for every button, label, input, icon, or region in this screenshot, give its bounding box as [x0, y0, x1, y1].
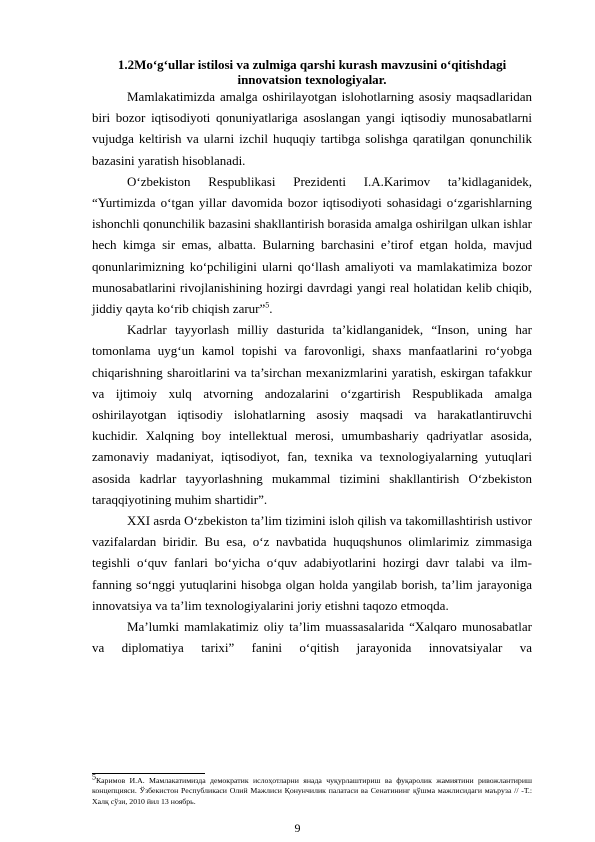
body-text [92, 86, 532, 658]
footnote [92, 772, 532, 807]
paragraph-3: Kadrlar tayyorlash milliy dasturida ta’kidlanganidek, “Inson, uning har tomonlama uyg‘un kamol topishi va farovonligi, shaxs manfaatlarini ro‘yobga chiqarishning sharoitlarini va ta’sirchan mexanizmlarini yaratish, eskirgan tafakkur va ijtimoiy xulq atvorning andozalarini o‘zgartirish Respublikada amalga oshirilayotgan iqtisodiy islohatlarning asosiy maqsadi va harakatlantiruvchi kuchidir. Xalqning boy intellektual merosi, umumbashariy qadriyatlar asosida, zamonaviy madaniyat, iqtisodiyot, fan, texnika va texnologiyalarning yutuqlari asosida kadrlar tayyorlashning mukammal tizimini shakllantirish O‘zbekiston taraqqiyotining muhim shartidir”. [92, 322, 532, 507]
footnote-separator [92, 773, 205, 774]
footnote-reference[interactable]: 5 [265, 300, 270, 310]
paragraph-2-text: O‘zbekiston Respublikasi Prezidenti I.A.Karimov ta’kidlaganidek, “Yurtimizda o‘tgan yillar davomida bozor iqtisodiyoti sohasidagi o‘zgarishlarning ishonchli qonunchilik bazasini shakllantirish borasida amalga oshirilgan ulkan ishlar hech kimga sir emas, albatta. Bularning barchasini e’tirof etgan holda, mavjud qonunlarimizning ko‘pchiligini ularni qo‘llash amaliyoti va mamlakatimiza bozor munosabatlarini rivojlanishining hozirgi davrdagi yangi real holatidan kelib chiqib, jiddiy qayta ko‘rib chiqish zarur” [92, 173, 532, 317]
section-heading: 1.2Mo‘g‘ullar istilosi va zulmiga qarshi kurash mavzusini o‘qitishdagi innovatsion texnologiyalar. [117, 57, 507, 87]
paragraph-1: Mamlakatimizda amalga oshirilayotgan islohotlarning asosiy maqsadlaridan biri bozor iqtisodiyoti qonuniyatlariga asoslangan yangi iqtisodiy munosabatlarni vujudga keltirish va ularni izchil huquqiy tartibga solishga qaratilgan qonunchilik bazasini yaratish hisoblanadi. [92, 89, 532, 168]
footnote-marker: 5 [92, 772, 96, 782]
footnote-text: Каримов И.А. Мамлакатимизда демократик ислоҳотларни янада чуқурлаштириш ва фуқаролик жамиятини ривожлантириш концепцияси. Ўзбекистон Республикаси Олий Мажлиси Қонунчилик палатаси ва Сенатининг қўшма мажлисидаги маъруза // -Т.: Халқ сўзи, 2010 йил 13 ноябрь. [92, 776, 532, 806]
paragraph-4: XXI asrda O‘zbekiston ta’lim tizimini isloh qilish va takomillashtirish ustivor vazifalardan biridir. Bu esa, o‘z navbatida huquqshunos olimlarimiz zimmasiga tegishli o‘quv fanlari bo‘yicha o‘quv adabiyotlarini hozirgi davr talabi va ilm-fanning so‘nggi yutuqlarini hisobga olgan holda yangilab borish, ta’lim jarayoniga innovatsiya va ta’lim texnologiyalarini joriy etishni taqozo etmoqda. [92, 513, 532, 613]
paragraph-2 [92, 171, 532, 319]
page-number: 9 [294, 821, 301, 835]
paragraph-2-end: . [269, 301, 273, 317]
paragraph-5: Ma’lumki mamlakatimiz oliy ta’lim muassasalarida “Xalqaro munosabatlar va diplomatiya tarixi” fanini o‘qitish jarayonida innovatsiyalar va [92, 619, 532, 656]
